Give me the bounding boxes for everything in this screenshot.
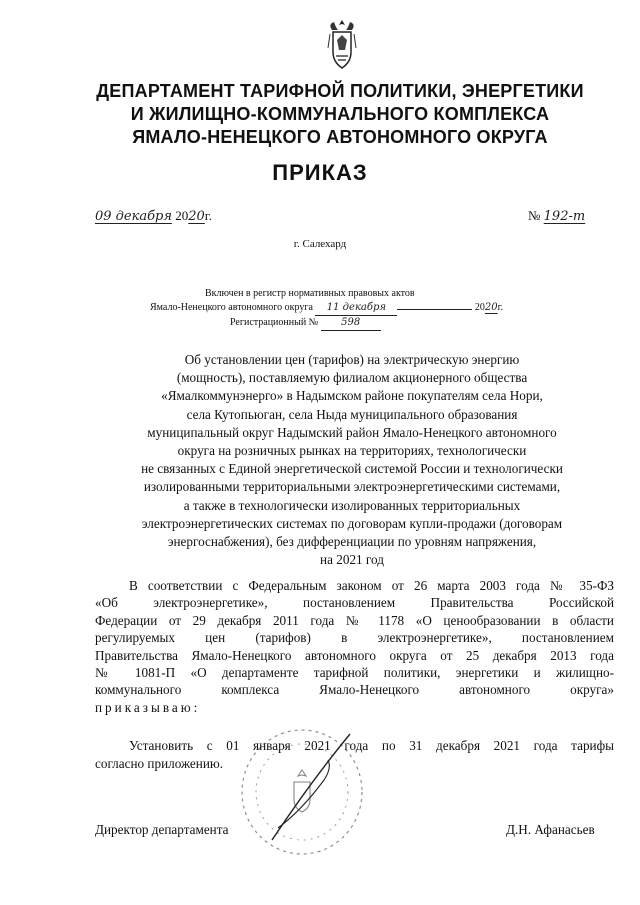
order-date [95, 208, 212, 224]
title-line: электроэнергетических системах по договорам купли-продажи (договорам [141, 515, 563, 531]
clause-line-1: Установить с 01 января 2021 года по 31 декабря 2021 года тарифы [129, 738, 614, 753]
body-line: № 1081-П «О департаменте тарифной политики, энергетики и жилищно- [95, 665, 614, 681]
title-line: Об установлении цен (тарифов) на электрическую энергию [184, 352, 520, 367]
registration-year-suffix: г. [497, 302, 504, 313]
title-line: изолированными территориальными электроэнергетическими системами, [143, 479, 561, 495]
year-suffix: г. [204, 208, 212, 223]
signature-title: Директор департамента [95, 822, 229, 837]
number-label: № [528, 208, 541, 223]
registration-note [150, 287, 570, 331]
registration-number-hand: 598 [321, 316, 381, 331]
title-line: села Кутопьюган, села Ныда муниципального образования [186, 406, 518, 422]
registration-line-3 [230, 316, 570, 331]
signature-name: Д.Н. Афанасьев [506, 822, 595, 837]
title-line: на 2021 год [320, 552, 384, 568]
registration-line-1: Включен в регистр нормативных правовых актов [205, 288, 415, 299]
department-line-2: И ЖИЛИЩНО-КОММУНАЛЬНОГО КОМПЛЕКСА [130, 104, 550, 124]
registration-prefix: Ямало-Ненецкого автономного округа [150, 302, 313, 313]
body-line: Федерации от 29 декабря 2011 года № 1178 «О ценообразовании в области [95, 612, 614, 628]
year-prefix: 20 [175, 208, 189, 223]
document-type: ПРИКАЗ [272, 160, 368, 185]
title-line: (мощность), поставляемую филиалом акционерного общества [176, 370, 528, 386]
registration-line-2 [150, 301, 570, 316]
body-line: Правительства Ямало-Ненецкого автономного округа от 25 декабря 2013 года [95, 647, 614, 663]
coat-of-arms-icon [324, 18, 360, 72]
body-line: В соответствии с Федеральным законом от 26 марта 2003 года № 35-ФЗ [129, 578, 614, 593]
department-name [60, 80, 620, 149]
handwritten-date: 09 декабря [95, 209, 172, 224]
body-line: регулируемых цен (тарифов) в электроэнергетике», постановлением [95, 630, 614, 646]
registration-date-line [397, 309, 472, 310]
department-line-3: ЯМАЛО-НЕНЕЦКОГО АВТОНОМНОГО ОКРУГА [132, 127, 548, 147]
title-line: округа на розничных рынках на территориях, технологически [177, 443, 527, 459]
title-line: энергоснабжения), без дифференциации по уровням напряжения, [167, 534, 537, 550]
title-line: не связанных с Единой энергетической системой России и технологически [141, 461, 563, 477]
title-line: «Ямалкоммунэнерго» в Надымском районе покупателям села Нори, [161, 388, 543, 404]
order-number [528, 208, 585, 224]
title-line: а также в технологически изолированных территориальных [183, 497, 521, 513]
order-word: приказываю: [95, 699, 201, 715]
registration-date-hand: 11 декабря [315, 301, 397, 316]
department-line-1: ДЕПАРТАМЕНТ ТАРИФНОЙ ПОЛИТИКИ, ЭНЕРГЕТИКИ [96, 81, 584, 101]
handwritten-year: 20 [188, 209, 205, 224]
title-line: муниципальный округ Надымский район Ямало-Ненецкого автономного [147, 424, 557, 440]
registration-year-hand: 20 [484, 302, 498, 313]
preamble [95, 577, 614, 716]
handwritten-number: 192-т [543, 209, 586, 224]
city: г. Салехард [293, 238, 347, 250]
body-line: коммунального комплекса Ямало-Ненецкого автономного округа» [95, 682, 614, 698]
registration-year-prefix: 20 [474, 302, 485, 313]
clause-line-2: согласно приложению. [95, 756, 224, 771]
registration-number-label: Регистрационный № [230, 317, 319, 328]
body-line: «Об электроэнергетике», постановлением Правительства Российской [95, 595, 614, 611]
order-title [92, 351, 612, 569]
official-seal-icon [232, 720, 372, 860]
